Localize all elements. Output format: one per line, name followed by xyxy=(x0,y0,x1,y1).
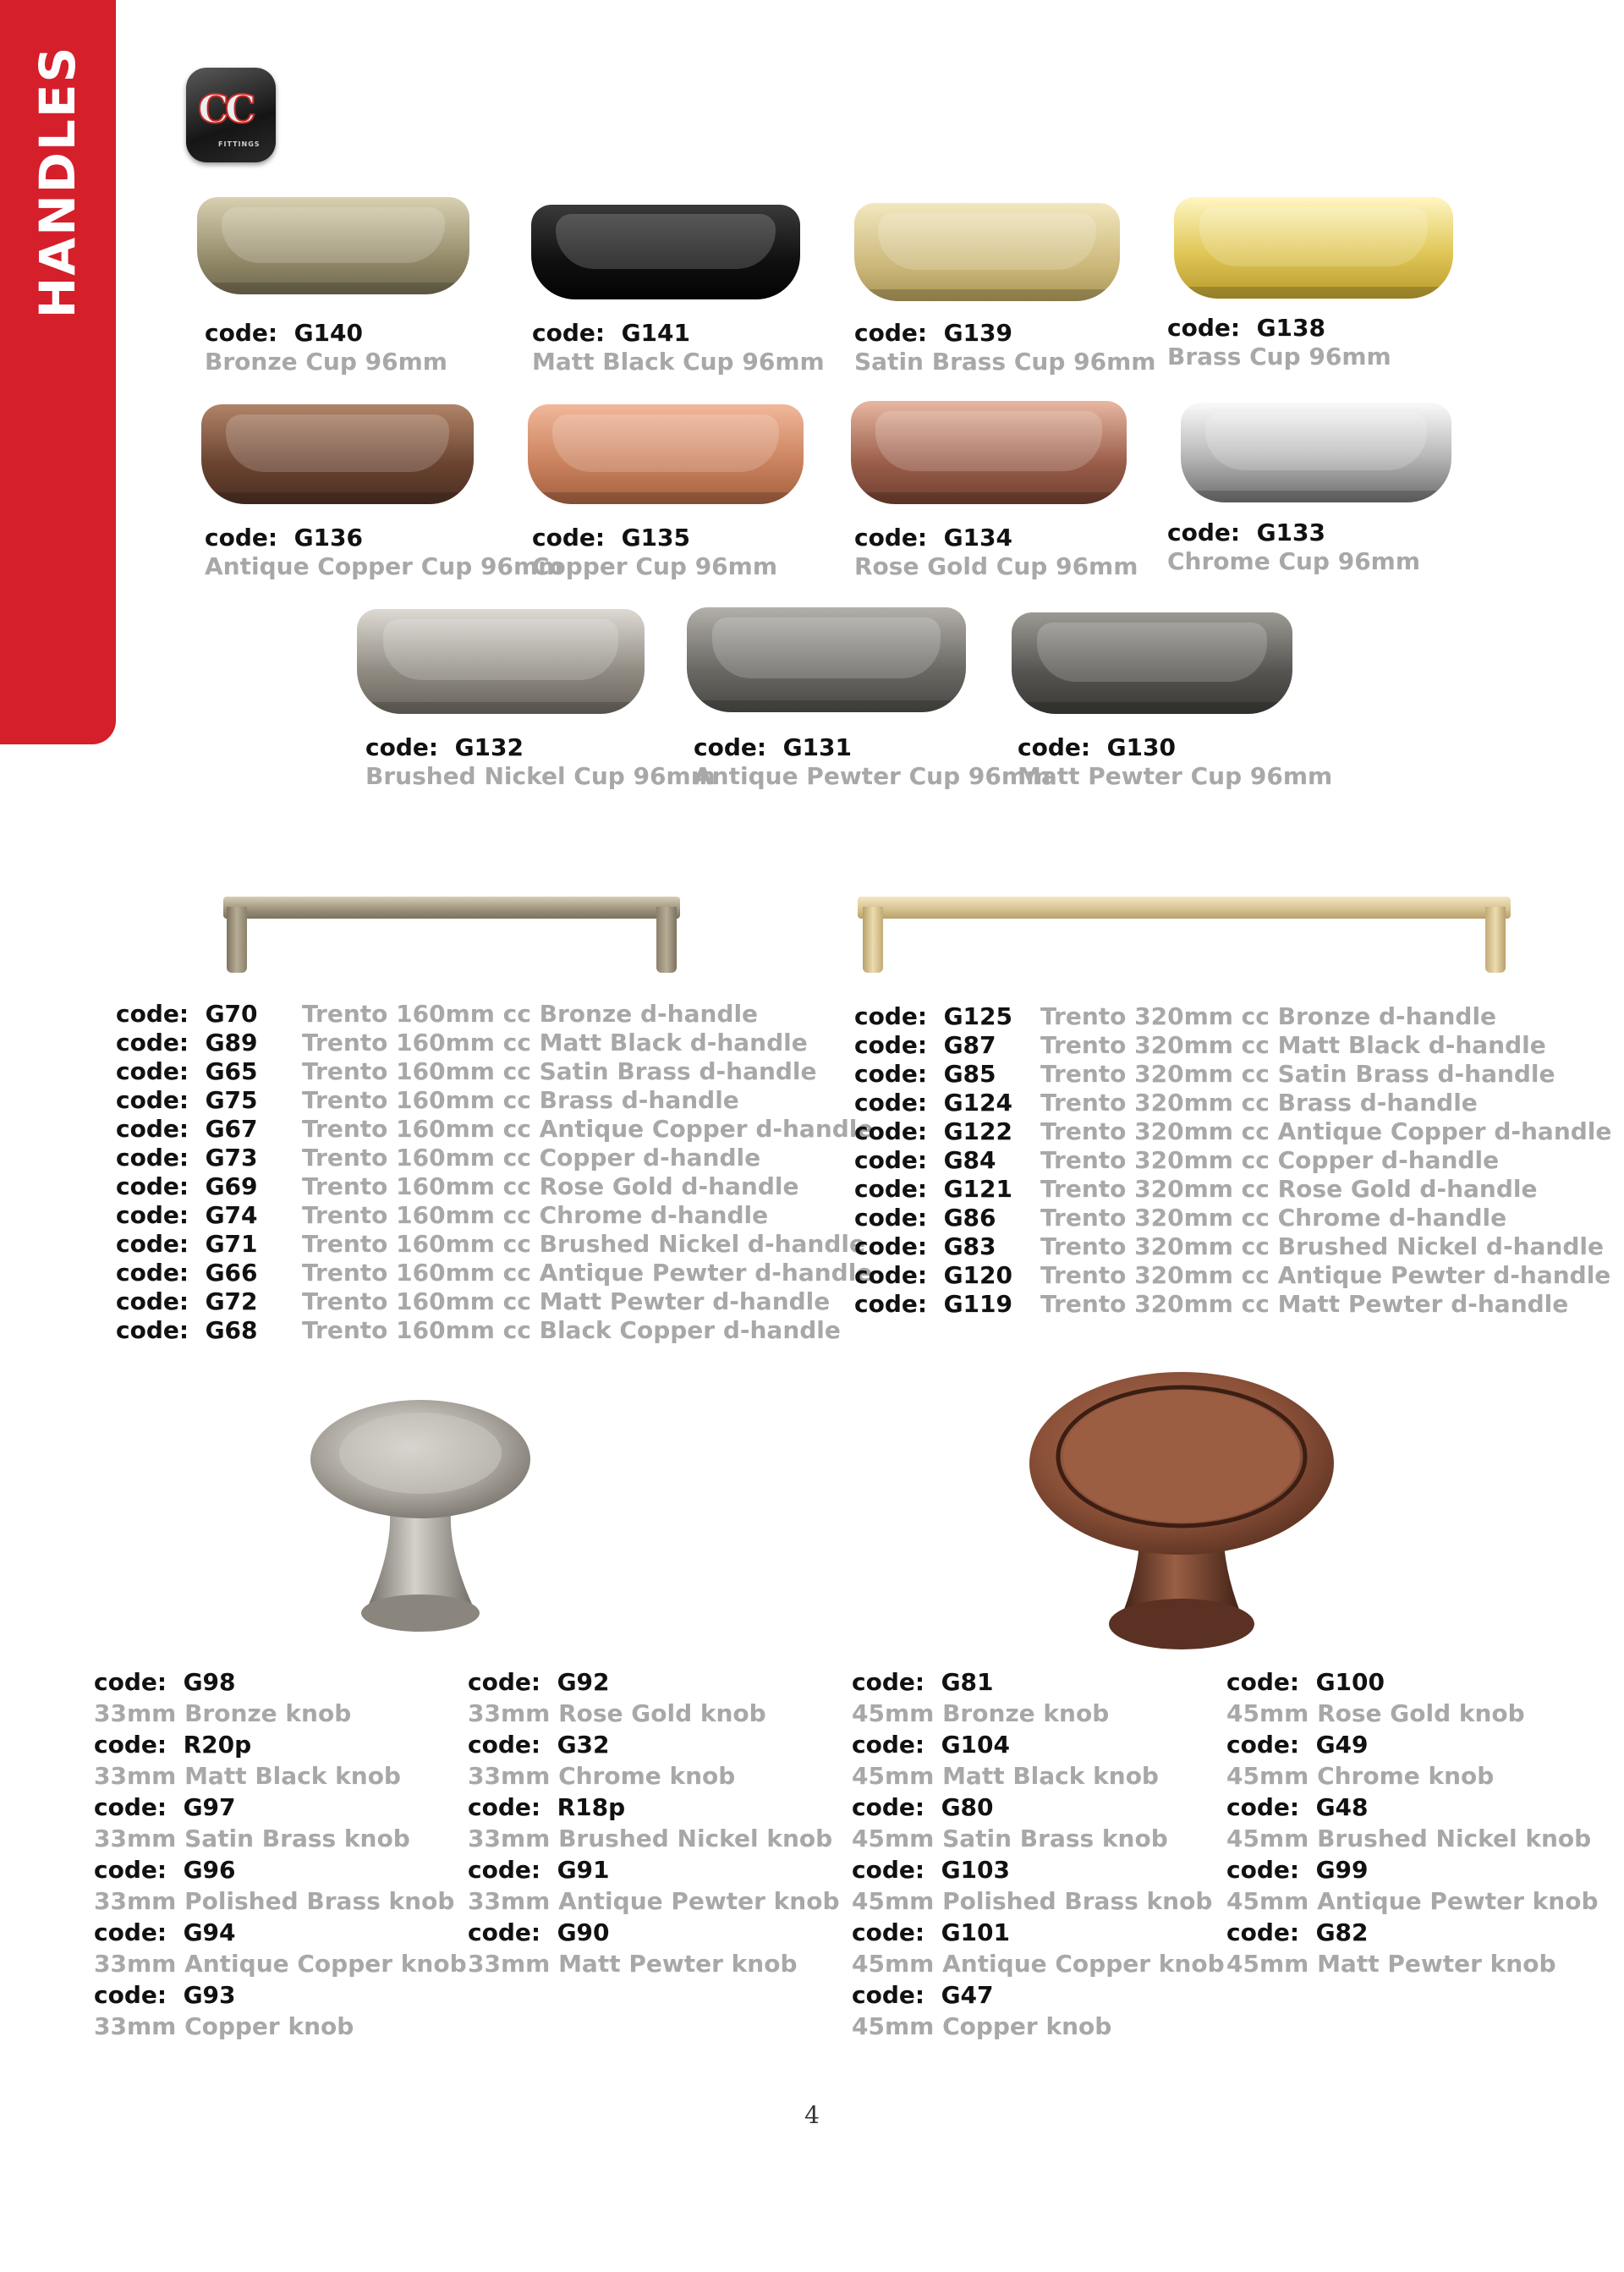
cup-caption-g136 xyxy=(205,524,562,581)
d-handle-160-list xyxy=(116,1000,874,1345)
cup-image-g136 xyxy=(201,404,474,504)
knob-45mm-image xyxy=(1025,1370,1338,1658)
knob-code: code: G96 xyxy=(94,1856,236,1884)
knob-code: code: G93 xyxy=(94,1981,236,2009)
knob-code: code: G98 xyxy=(94,1668,236,1696)
cup-name: Chrome Cup 96mm xyxy=(1167,547,1421,575)
knob-code: code: G49 xyxy=(1226,1731,1369,1759)
cup-caption-g140 xyxy=(205,319,447,376)
cup-caption-g135 xyxy=(532,524,777,581)
knob-code: code: G104 xyxy=(852,1731,1010,1759)
cup-image-g140 xyxy=(197,197,469,294)
cup-caption-g131 xyxy=(694,733,1051,791)
knob-code: code: G48 xyxy=(1226,1793,1369,1821)
cup-name: Matt Black Cup 96mm xyxy=(532,348,825,376)
cup-caption-g133 xyxy=(1167,519,1420,576)
knob-33-list-right xyxy=(468,1666,840,1979)
knob-33-list-left xyxy=(94,1666,467,2042)
list-item: code: G85 Trento 320mm cc Satin Brass d-handle xyxy=(854,1060,1555,1088)
cup-caption-g139 xyxy=(854,319,1155,376)
list-item: code: G124 Trento 320mm cc Brass d-handle xyxy=(854,1089,1478,1117)
knob-name: 45mm Rose Gold knob xyxy=(1226,1699,1525,1727)
list-item: code: G84 Trento 320mm cc Copper d-handle xyxy=(854,1146,1500,1174)
list-item: code: G65 Trento 160mm cc Satin Brass d-handle xyxy=(116,1057,817,1085)
knob-code: code: G99 xyxy=(1226,1856,1369,1884)
cup-caption-g141 xyxy=(532,319,825,376)
handle-leg-left xyxy=(863,907,883,973)
cup-code: code: G130 xyxy=(1018,733,1176,761)
knob-45-list-left xyxy=(852,1666,1225,2042)
knob-code: code: G32 xyxy=(468,1731,610,1759)
knob-name: 33mm Polished Brass knob xyxy=(94,1887,455,1915)
cup-image-g132 xyxy=(357,609,645,714)
knob-name: 45mm Matt Pewter knob xyxy=(1226,1950,1556,1978)
handle-leg-right xyxy=(656,907,677,973)
page-number: 4 xyxy=(804,2101,820,2129)
list-item: code: G86 Trento 320mm cc Chrome d-handle xyxy=(854,1204,1507,1232)
list-item: code: G67 Trento 160mm cc Antique Copper d-handle xyxy=(116,1115,874,1143)
cup-name: Antique Copper Cup 96mm xyxy=(205,552,563,580)
list-item: code: G66 Trento 160mm cc Antique Pewter d-handle xyxy=(116,1259,873,1287)
cup-image-g139 xyxy=(854,203,1120,301)
knob-code: code: R18p xyxy=(468,1793,626,1821)
list-item: code: G83 Trento 320mm cc Brushed Nickel d-handle xyxy=(854,1232,1604,1260)
knob-33mm-image xyxy=(306,1396,535,1641)
list-item: code: G120 Trento 320mm cc Antique Pewter d-handle xyxy=(854,1261,1611,1289)
knob-name: 33mm Antique Pewter knob xyxy=(468,1887,840,1915)
cup-code: code: G141 xyxy=(532,319,690,347)
cup-image-g134 xyxy=(851,401,1127,504)
cup-caption-g132 xyxy=(365,733,716,791)
knob-code: code: G97 xyxy=(94,1793,236,1821)
knob-code: code: G100 xyxy=(1226,1668,1385,1696)
knob-name: 33mm Copper knob xyxy=(94,2012,354,2040)
logo-letter-c2: C xyxy=(225,86,256,132)
list-item: code: G73 Trento 160mm cc Copper d-handle xyxy=(116,1144,761,1172)
knob-name: 33mm Antique Copper knob xyxy=(94,1950,467,1978)
knob-code: code: G91 xyxy=(468,1856,610,1884)
cup-code: code: G133 xyxy=(1167,519,1325,546)
knob-name: 45mm Polished Brass knob xyxy=(852,1887,1213,1915)
cup-caption-g130 xyxy=(1018,733,1332,791)
knob-code: code: G94 xyxy=(94,1918,236,1946)
knob-code: code: G92 xyxy=(468,1668,610,1696)
cup-name: Rose Gold Cup 96mm xyxy=(854,552,1138,580)
knob-code: code: G103 xyxy=(852,1856,1010,1884)
cup-image-g138 xyxy=(1174,197,1453,299)
cup-code: code: G135 xyxy=(532,524,690,552)
cup-name: Brass Cup 96mm xyxy=(1167,343,1391,370)
logo-subtitle: FITTINGS xyxy=(218,140,261,148)
cup-caption-g134 xyxy=(854,524,1138,581)
list-item: code: G89 Trento 160mm cc Matt Black d-handle xyxy=(116,1029,808,1056)
knob-code: code: G81 xyxy=(852,1668,994,1696)
cup-name: Satin Brass Cup 96mm xyxy=(854,348,1156,376)
d-handle-320-list xyxy=(854,1002,1612,1319)
cup-code: code: G140 xyxy=(205,319,363,347)
knob-name: 45mm Brushed Nickel knob xyxy=(1226,1825,1592,1852)
cup-name: Antique Pewter Cup 96mm xyxy=(694,762,1051,790)
cup-caption-g138 xyxy=(1167,314,1391,371)
knob-45-list-right xyxy=(1226,1666,1599,1979)
list-item: code: G125 Trento 320mm cc Bronze d-handle xyxy=(854,1002,1497,1030)
knob-code: code: R20p xyxy=(94,1731,252,1759)
handle-leg-right xyxy=(1485,907,1506,973)
cc-fittings-logo xyxy=(186,68,276,162)
knob-code: code: G80 xyxy=(852,1793,994,1821)
knob-name: 33mm Matt Black knob xyxy=(94,1762,401,1790)
list-item: code: G75 Trento 160mm cc Brass d-handle xyxy=(116,1086,739,1114)
knob-name: 45mm Antique Copper knob xyxy=(852,1950,1225,1978)
knob-name: 45mm Chrome knob xyxy=(1226,1762,1495,1790)
d-handle-320-image xyxy=(858,897,1511,978)
knob-code: code: G82 xyxy=(1226,1918,1369,1946)
list-item: code: G72 Trento 160mm cc Matt Pewter d-handle xyxy=(116,1287,831,1315)
handle-bar xyxy=(223,897,680,919)
knob-name: 33mm Rose Gold knob xyxy=(468,1699,766,1727)
cup-code: code: G138 xyxy=(1167,314,1325,342)
list-item: code: G70 Trento 160mm cc Bronze d-handle xyxy=(116,1000,759,1028)
cup-name: Matt Pewter Cup 96mm xyxy=(1018,762,1333,790)
list-item: code: G87 Trento 320mm cc Matt Black d-handle xyxy=(854,1031,1546,1059)
cup-name: Bronze Cup 96mm xyxy=(205,348,447,376)
knob-name: 45mm Satin Brass knob xyxy=(852,1825,1168,1852)
handle-leg-left xyxy=(227,907,247,973)
knob-name: 45mm Copper knob xyxy=(852,2012,1112,2040)
cup-name: Copper Cup 96mm xyxy=(532,552,778,580)
cup-image-g131 xyxy=(687,607,966,712)
cup-code: code: G134 xyxy=(854,524,1012,552)
cup-image-g135 xyxy=(528,404,804,504)
knob-name: 33mm Bronze knob xyxy=(94,1699,352,1727)
cup-image-g130 xyxy=(1012,612,1292,714)
section-tab xyxy=(0,0,116,744)
cup-code: code: G132 xyxy=(365,733,524,761)
knob-name: 45mm Bronze knob xyxy=(852,1699,1110,1727)
knob-code: code: G90 xyxy=(468,1918,610,1946)
cup-code: code: G139 xyxy=(854,319,1012,347)
knob-name: 33mm Satin Brass knob xyxy=(94,1825,410,1852)
knob-name: 33mm Chrome knob xyxy=(468,1762,736,1790)
knob-code: code: G101 xyxy=(852,1918,1010,1946)
list-item: code: G68 Trento 160mm cc Black Copper d-handle xyxy=(116,1316,841,1344)
knob-name: 33mm Brushed Nickel knob xyxy=(468,1825,833,1852)
list-item: code: G122 Trento 320mm cc Antique Copper d-handle xyxy=(854,1117,1612,1145)
knob-name: 45mm Antique Pewter knob xyxy=(1226,1887,1599,1915)
knob-code: code: G47 xyxy=(852,1981,994,2009)
section-title: HANDLES xyxy=(29,45,86,319)
cup-code: code: G136 xyxy=(205,524,363,552)
list-item: code: G71 Trento 160mm cc Brushed Nickel d-handle xyxy=(116,1230,865,1258)
cup-code: code: G131 xyxy=(694,733,852,761)
cup-name: Brushed Nickel Cup 96mm xyxy=(365,762,716,790)
cup-image-g141 xyxy=(531,205,800,299)
d-handle-160-image xyxy=(223,897,680,978)
list-item: code: G74 Trento 160mm cc Chrome d-handle xyxy=(116,1201,769,1229)
list-item: code: G119 Trento 320mm cc Matt Pewter d-handle xyxy=(854,1290,1569,1318)
logo-letter-c1: C xyxy=(198,86,229,132)
cup-image-g133 xyxy=(1181,403,1451,502)
handle-bar xyxy=(858,897,1511,919)
list-item: code: G121 Trento 320mm cc Rose Gold d-handle xyxy=(854,1175,1538,1203)
knob-name: 45mm Matt Black knob xyxy=(852,1762,1159,1790)
list-item: code: G69 Trento 160mm cc Rose Gold d-handle xyxy=(116,1172,799,1200)
knob-name: 33mm Matt Pewter knob xyxy=(468,1950,798,1978)
